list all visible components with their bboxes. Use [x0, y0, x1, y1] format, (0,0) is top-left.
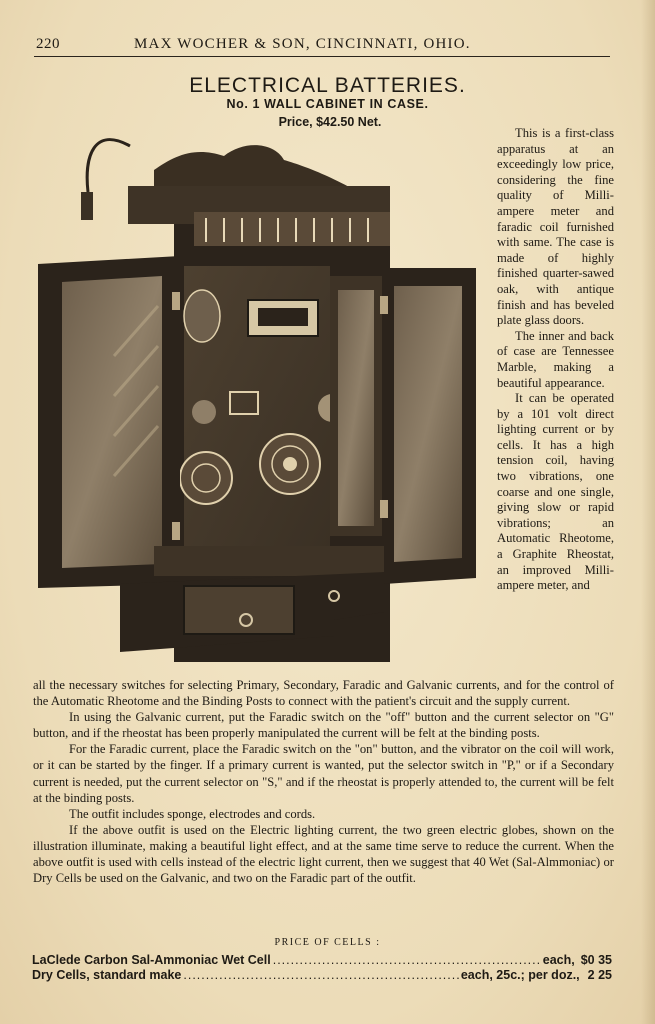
instructions-text	[33, 677, 614, 886]
page-title: ELECTRICAL BATTERIES.	[189, 74, 466, 97]
item-unit: each,	[542, 953, 575, 967]
item-unit: each, 25c.; per doz.,	[460, 968, 580, 982]
price-list-item	[32, 968, 612, 984]
item-price: $0 35	[580, 953, 612, 967]
page-number: 220	[36, 36, 60, 52]
side-paragraph: It can be operated by a 101 volt direct lighting current or by cells. It has a high tension coil, having two vibrations, one coarse and one single, giving slow or rapid vibrations; an Automatic Rheotome, a Graphite Rheostat, an improved Milli-ampere meter, and	[497, 391, 614, 593]
item-name: Dry Cells, standard make	[32, 968, 182, 982]
wall-cabinet-illustration	[34, 126, 484, 662]
side-paragraph: This is a first-class apparatus at an exceedingly low price, considering the fine quality of Milli-ampere meter and faradic coil furnished with same. The case is made of highly finished quarter-sawed oak, with antique finish and has beveled plate glass doors.	[497, 126, 614, 328]
product-subtitle: No. 1 WALL CABINET IN CASE.	[226, 97, 429, 111]
body-paragraph: If the above outfit is used on the Electric lighting current, the two green electric globes, shown on the illustration illuminate, making a beautiful light effect, and at the same time serve to reduce the current. When the above outfit is used with cells instead of the electric light current, then we suggest that 40 Wet (Sal-Almmoniac) or Dry Cells be used on the Galvanic, and two on the Faradic part of the outfit.	[33, 822, 614, 886]
page-header	[34, 36, 610, 57]
description-column	[497, 126, 614, 594]
page-gutter-shadow	[641, 0, 655, 1024]
body-paragraph: The outfit includes sponge, electrodes and cords.	[69, 806, 316, 821]
item-name: LaClede Carbon Sal-Ammoniac Wet Cell	[32, 953, 271, 967]
price-list-item	[32, 953, 612, 969]
body-paragraph: all the necessary switches for selecting Primary, Secondary, Faradic and Galvanic currents, and for the control of the Automatic Rheotome and the Binding Posts to connect with the patient's circuit and the supply current.	[33, 678, 614, 709]
body-paragraph: For the Faradic current, place the Faradic switch on the "on" button, and the vibrator on the coil will work, or it can be started by the finger. If a primary current is wanted, put the selector switch in "P," or if a Secondary current is needed, put the current selector on "S," and if the rheostat is properly attended to, the current will be felt at the binding posts.	[33, 742, 614, 805]
item-price: 2 25	[587, 968, 612, 982]
side-paragraph: The inner and back of case are Tennessee Marble, making a beautiful appearance.	[497, 328, 614, 390]
price-list-heading: PRICE OF CELLS :	[274, 937, 381, 948]
body-paragraph: In using the Galvanic current, put the Faradic switch on the "off" button and the current selector on "G" button, and if the rheostat has been properly manipulated the current will be felt at the binding posts.	[33, 710, 614, 741]
product-price: Price, $42.50 Net.	[278, 115, 382, 129]
running-head: MAX WOCHER & SON, CINCINNATI, OHIO.	[134, 36, 471, 52]
dot-leader	[273, 953, 541, 967]
dot-leader	[183, 968, 458, 982]
